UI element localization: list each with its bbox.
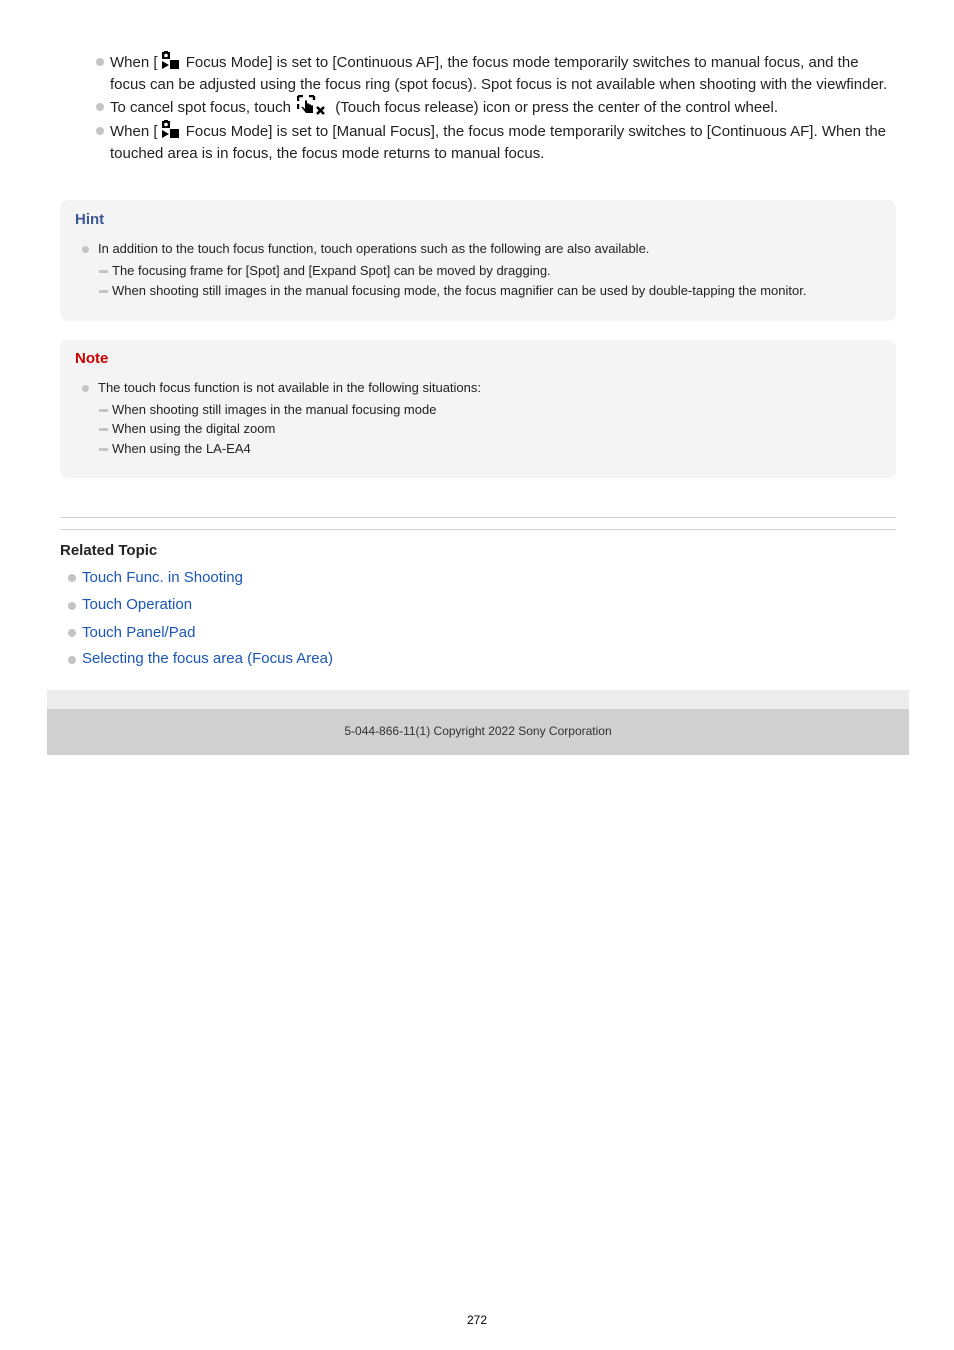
related-topic-heading: Related Topic (60, 542, 158, 559)
related-link-touch-func[interactable]: Touch Func. in Shooting (82, 569, 243, 586)
bullet-icon (68, 602, 76, 610)
hint-title: Hint (75, 211, 105, 228)
note-sub-item: When using the digital zoom (112, 421, 275, 437)
footer-top-band (47, 690, 909, 709)
divider (60, 529, 896, 530)
note-title: Note (75, 350, 109, 367)
related-link-focus-area[interactable]: Selecting the focus area (Focus Area) (82, 650, 333, 667)
note-sub-item: When shooting still images in the manual focusing mode (112, 402, 436, 418)
copyright-text: 5-044-866-11(1) Copyright 2022 Sony Corporation (344, 724, 612, 738)
dash-icon (99, 409, 108, 412)
dash-icon (99, 290, 108, 293)
note-box (60, 340, 896, 478)
related-link-touch-operation[interactable]: Touch Operation (82, 596, 193, 613)
bullet-icon (82, 246, 89, 253)
list-item: When [ Focus Mode] is set to [Manual Focus], the focus mode temporarily switches to [Continuous AF]. When the touched area is in focus, the focus mode returns to manual focus. (94, 119, 894, 164)
bullet-icon (68, 656, 76, 664)
bullet-icon (82, 385, 89, 392)
hint-box (60, 200, 896, 321)
list-item: When [ Focus Mode] is set to [Continuous AF], the focus mode temporarily switches to manual focus, and the focus can be adjusted using the focus ring (spot focus). Spot focus is not available when shooting with the viewfinder. (94, 50, 894, 95)
hint-main-text: In addition to the touch focus function, touch operations such as the following are also available. (98, 241, 649, 257)
bullet-icon (68, 629, 76, 637)
bullet-icon (68, 574, 76, 582)
footer (47, 709, 909, 755)
bullet-icon (96, 127, 104, 135)
focus-mode-icon (160, 50, 180, 70)
note-main-text: The touch focus function is not available in the following situations: (98, 380, 481, 396)
bullet-icon (96, 103, 104, 111)
dash-icon (99, 448, 108, 451)
dash-icon (99, 270, 108, 273)
focus-mode-icon (160, 119, 180, 139)
note-sub-item: When using the LA-EA4 (112, 441, 251, 457)
page-number: 272 (466, 1313, 488, 1327)
list-item: To cancel spot focus, touch (Touch focus release) icon or press the center of the control wheel. (94, 95, 894, 119)
hint-sub-item: When shooting still images in the manual focusing mode, the focus magnifier can be used by double-tapping the monitor. (112, 283, 806, 299)
touch-focus-release-icon (297, 95, 329, 115)
bullet-icon (96, 58, 104, 66)
dash-icon (99, 428, 108, 431)
related-link-touch-panel[interactable]: Touch Panel/Pad (82, 624, 196, 641)
instruction-list (94, 50, 894, 165)
hint-sub-item: The focusing frame for [Spot] and [Expand Spot] can be moved by dragging. (112, 263, 551, 279)
divider (60, 517, 896, 518)
